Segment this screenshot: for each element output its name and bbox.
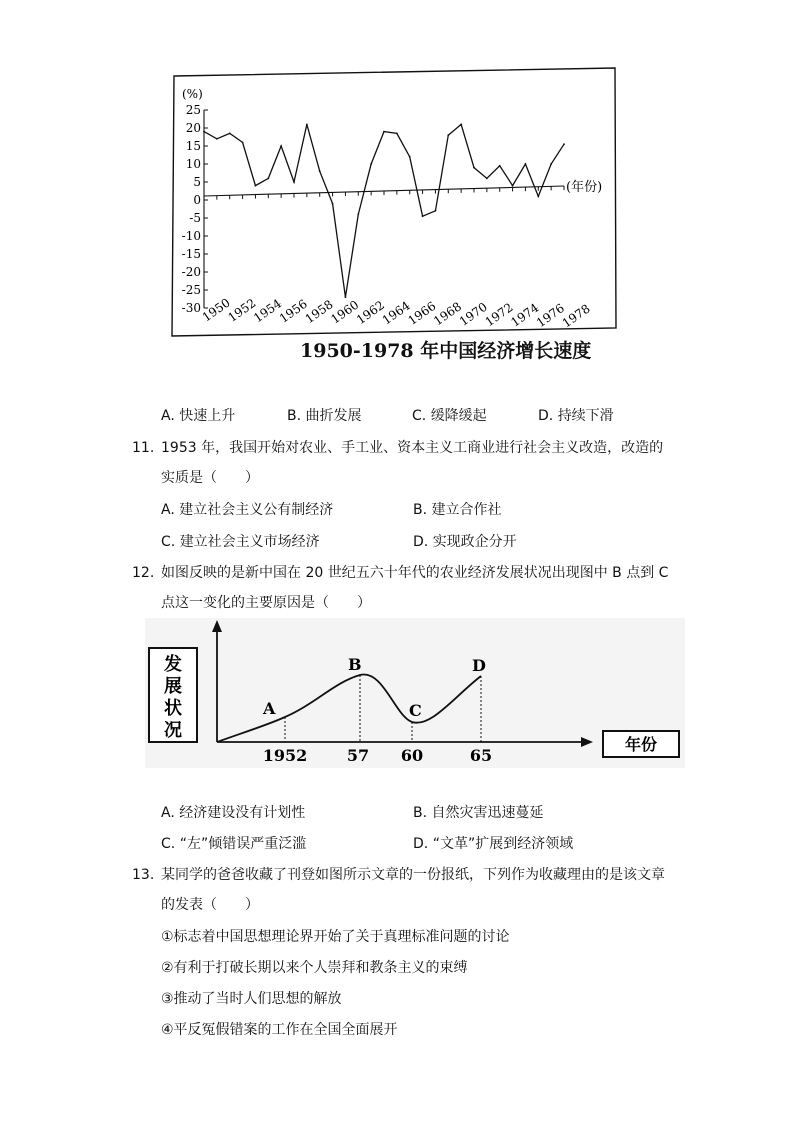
- data-point: [229, 133, 231, 135]
- y-tick-label: 25: [185, 103, 201, 117]
- x-tick-label: 1952: [262, 746, 308, 765]
- x-tick-label: 1958: [302, 297, 336, 327]
- x-tick-label: 1974: [508, 300, 542, 330]
- x-tick-label: 1966: [405, 298, 439, 328]
- q12-option-c[interactable]: [161, 834, 306, 854]
- data-point: [370, 163, 372, 165]
- data-point: [396, 133, 398, 135]
- option-text: 经济建设没有计划性: [179, 805, 306, 821]
- q11-option-d[interactable]: [413, 532, 517, 552]
- q13-stem-line2: 的发表（ ）: [161, 897, 259, 913]
- x-tick-label: 1976: [533, 301, 568, 331]
- x-tick-label: 1954: [251, 296, 285, 326]
- agriculture-development-chart-svg: [145, 618, 685, 768]
- y-axis-label-char: 况: [164, 720, 182, 741]
- q12-number: 12.: [132, 565, 155, 581]
- x-tick-label: 1956: [276, 296, 310, 326]
- data-point: [512, 185, 514, 187]
- y-tick-label: -20: [181, 265, 201, 279]
- agriculture-development-chart: [145, 618, 685, 768]
- data-point: [267, 178, 269, 180]
- option-text: 缓降缓起: [430, 408, 487, 424]
- x-tick-label: 65: [469, 746, 493, 765]
- x-tick-label: 1968: [431, 299, 465, 329]
- point-label-b: B: [348, 655, 362, 674]
- x-tick-label: 1962: [353, 298, 388, 328]
- option-letter: B.: [413, 502, 428, 518]
- x-tick-label: 60: [400, 746, 424, 765]
- y-tick-label: -15: [181, 247, 201, 261]
- option-text: 建立社会主义公有制经济: [179, 502, 334, 518]
- option-letter: D.: [413, 534, 429, 550]
- q13-statement-3: ③推动了当时人们思想的解放: [161, 991, 342, 1007]
- data-point: [486, 178, 488, 180]
- x-tick-label: 1964: [379, 298, 413, 328]
- data-point: [460, 124, 462, 126]
- q11-stem-line2: 实质是（ ）: [161, 470, 259, 486]
- option-letter: A.: [161, 805, 175, 821]
- data-point: [319, 170, 321, 172]
- x-tick-label: 1972: [482, 300, 516, 330]
- option-text: “左”倾错误严重泛滥: [179, 836, 307, 852]
- chart-title: 1950-1978 年中国经济增长速度: [300, 340, 592, 362]
- y-tick-label: 5: [193, 175, 201, 189]
- option-letter: C.: [161, 534, 176, 550]
- data-point: [306, 124, 308, 126]
- data-point: [447, 134, 449, 136]
- data-point: [473, 167, 475, 169]
- data-point: [280, 145, 282, 147]
- data-point: [409, 156, 411, 158]
- option-text: 建立合作社: [431, 502, 502, 518]
- x-tick-label: 57: [346, 746, 370, 765]
- data-point: [383, 131, 385, 133]
- q10-option-a[interactable]: [161, 406, 235, 426]
- y-tick-label: -5: [189, 211, 201, 225]
- data-point: [563, 143, 565, 145]
- data-point: [242, 142, 244, 144]
- data-point: [550, 163, 552, 165]
- option-text: 曲折发展: [305, 408, 362, 424]
- option-letter: A.: [161, 408, 175, 424]
- option-letter: D.: [538, 408, 554, 424]
- x-tick-label: 1952: [225, 295, 259, 325]
- x-axis-label: 年份: [624, 735, 658, 754]
- option-text: 快速上升: [179, 408, 236, 424]
- x-tick-label: 1970: [456, 299, 490, 329]
- q10-option-c[interactable]: [412, 406, 487, 426]
- q13-statement-1: ①标志着中国思想理论界开始了关于真理标准问题的讨论: [161, 929, 510, 945]
- data-point: [345, 296, 347, 298]
- data-point: [525, 163, 527, 165]
- x-tick-label: 1978: [559, 301, 593, 331]
- option-text: 实现政企分开: [432, 534, 517, 550]
- q10-option-b[interactable]: [287, 406, 362, 426]
- q13-stem-line1: 某同学的爸爸收藏了刊登如图所示文章的一份报纸，下列作为收藏理由的是该文章: [161, 867, 665, 883]
- y-axis-unit: (%): [182, 87, 203, 101]
- q12-option-d[interactable]: [413, 834, 573, 854]
- option-text: “文革”扩展到经济领域: [432, 836, 574, 852]
- q13-statement-4: ④平反冤假错案的工作在全国全面展开: [161, 1022, 398, 1038]
- option-text: 持续下滑: [557, 408, 614, 424]
- chart-frame: [172, 68, 616, 336]
- data-point: [357, 214, 359, 216]
- data-point: [203, 131, 205, 133]
- q11-number: 11.: [132, 440, 155, 456]
- y-axis-label-char: 状: [164, 698, 182, 719]
- option-letter: C.: [412, 408, 427, 424]
- option-letter: D.: [413, 836, 429, 852]
- point-label-c: C: [409, 701, 422, 720]
- y-tick-label: 0: [193, 193, 201, 207]
- option-letter: B.: [287, 408, 302, 424]
- option-letter: A.: [161, 502, 175, 518]
- option-letter: C.: [161, 836, 176, 852]
- q10-option-d[interactable]: [538, 406, 614, 426]
- growth-rate-series-line: [204, 124, 564, 297]
- data-point: [255, 185, 257, 187]
- data-point: [293, 181, 295, 183]
- option-text: 建立社会主义市场经济: [179, 534, 320, 550]
- q13-number: 13.: [132, 867, 155, 883]
- data-point: [216, 138, 218, 140]
- data-point: [435, 210, 437, 212]
- data-point: [422, 215, 424, 217]
- y-tick-label: 15: [185, 139, 201, 153]
- y-tick-label: 20: [185, 121, 201, 135]
- q11-option-b[interactable]: [413, 500, 502, 520]
- y-tick-label: -10: [181, 229, 201, 243]
- x-tick-label: 1950: [199, 295, 233, 325]
- data-point: [537, 196, 539, 198]
- option-text: 自然灾害迅速蔓延: [431, 805, 544, 821]
- y-axis-label-char: 展: [164, 676, 182, 697]
- data-point: [332, 203, 334, 205]
- q11-stem-line1: 1953 年，我国开始对农业、手工业、资本主义工商业进行社会主义改造，改造的: [161, 440, 664, 456]
- growth-rate-chart: [168, 66, 618, 338]
- growth-rate-chart-svg: [168, 66, 618, 338]
- data-point: [499, 165, 501, 167]
- y-tick-label: 10: [185, 157, 201, 171]
- q12-stem-line2: 点这一变化的主要原因是（ ）: [161, 595, 371, 611]
- q12-option-b[interactable]: [413, 803, 544, 823]
- y-tick-label: -30: [181, 301, 201, 315]
- y-axis-label-char: 发: [164, 654, 182, 675]
- q13-statement-2: ②有利于打破长期以来个人崇拜和教条主义的束缚: [161, 960, 468, 976]
- q11-option-c[interactable]: [161, 532, 320, 552]
- q12-option-a[interactable]: [161, 803, 305, 823]
- q11-option-a[interactable]: [161, 500, 333, 520]
- x-tick-label: 1960: [328, 297, 362, 327]
- y-tick-label: -25: [181, 283, 201, 297]
- q12-stem-line1: 如图反映的是新中国在 20 世纪五六十年代的农业经济发展状况出现图中 B 点到 C: [161, 565, 669, 581]
- x-axis-unit: (年份): [566, 180, 603, 195]
- point-label-a: A: [263, 699, 276, 718]
- point-label-d: D: [472, 656, 486, 675]
- option-letter: B.: [413, 805, 428, 821]
